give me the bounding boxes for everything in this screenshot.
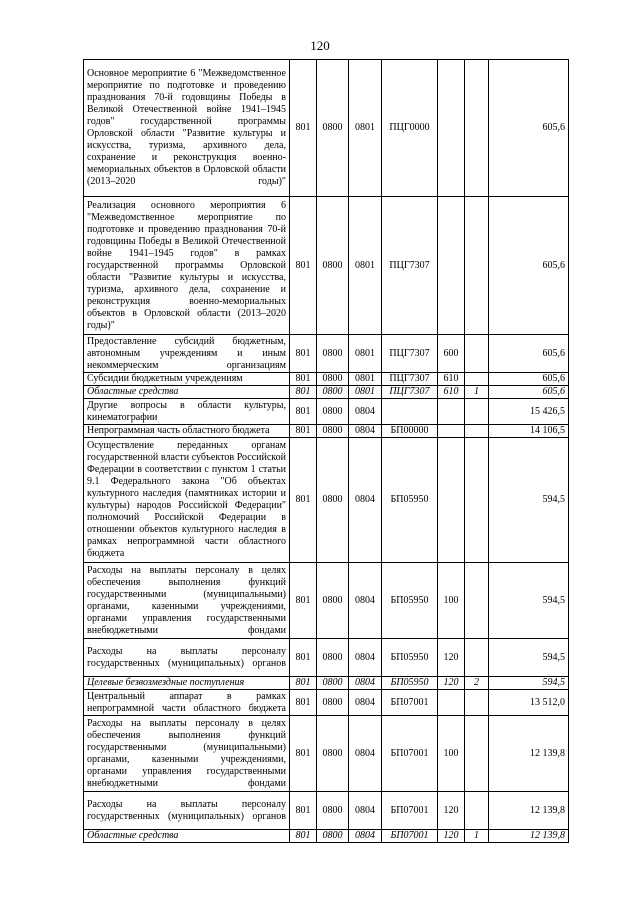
section-code: 0800 <box>317 563 349 639</box>
target-article-code: БП05950 <box>382 677 438 690</box>
row-name: Расходы на выплаты персоналу государственных (муниципальных) органов <box>84 792 290 830</box>
row-name: Субсидии бюджетным учреждениям <box>84 373 290 386</box>
section-code: 0800 <box>317 425 349 438</box>
row-name: Основное мероприятие 6 "Межведомственное мероприятие по подготовке и проведению празднования 70-й годовщины Победы в Великой Отечественной войне 1941–1945 годов" государственной программы Орловской области "Развитие культуры и искусства, туризма, архивного дела, сохранение и реконструкция военно-мемориальных объектов в Орловской области (2013–2020 годы)" <box>84 60 290 197</box>
target-article-code: ПЦГ7307 <box>382 197 438 335</box>
amount: 14 106,5 <box>489 425 569 438</box>
row-name: Областные средства <box>84 830 290 843</box>
amount: 605,6 <box>489 60 569 197</box>
subsection-code: 0804 <box>349 716 382 792</box>
grbs-code: 801 <box>290 425 317 438</box>
funding-source-code: 2 <box>465 677 489 690</box>
subsection-code: 0801 <box>349 60 382 197</box>
target-article-code: ПЦГ7307 <box>382 373 438 386</box>
expense-type-code <box>438 690 465 716</box>
section-code: 0800 <box>317 792 349 830</box>
funding-source-code <box>465 197 489 335</box>
funding-source-code <box>465 60 489 197</box>
target-article-code: БП07001 <box>382 792 438 830</box>
subsection-code: 0801 <box>349 373 382 386</box>
target-article-code: ПЦГ7307 <box>382 335 438 373</box>
funding-source-code <box>465 690 489 716</box>
section-code: 0800 <box>317 373 349 386</box>
amount: 12 139,8 <box>489 830 569 843</box>
subsection-code: 0804 <box>349 425 382 438</box>
section-code: 0800 <box>317 197 349 335</box>
row-name: Осуществление переданных органам государственной власти субъектов Российской Федерации в соответствии с пунктом 1 статьи 9.1 Федерального закона "Об объектах культурного наследия (памятниках истории и культуры) народов Российской Федерации" полномочий Российской Федерации в отношении объектов культурного наследия в рамках непрограммной части областного бюджета <box>84 438 290 563</box>
amount: 594,5 <box>489 639 569 677</box>
table-row <box>84 373 569 386</box>
expense-type-code: 610 <box>438 386 465 399</box>
row-name: Областные средства <box>84 386 290 399</box>
subsection-code: 0804 <box>349 792 382 830</box>
expense-type-code: 100 <box>438 716 465 792</box>
section-code: 0800 <box>317 60 349 197</box>
row-name: Расходы на выплаты персоналу государственных (муниципальных) органов <box>84 639 290 677</box>
target-article-code: БП07001 <box>382 690 438 716</box>
table-row <box>84 438 569 563</box>
grbs-code: 801 <box>290 690 317 716</box>
amount: 605,6 <box>489 197 569 335</box>
grbs-code: 801 <box>290 373 317 386</box>
subsection-code: 0804 <box>349 639 382 677</box>
row-name: Расходы на выплаты персоналу в целях обеспечения выполнения функций государственными (муниципальными) органами, казенными учреждениями, органами управления государственными внебюджетными фондами <box>84 716 290 792</box>
section-code: 0800 <box>317 830 349 843</box>
funding-source-code <box>465 438 489 563</box>
section-code: 0800 <box>317 386 349 399</box>
expense-type-code: 120 <box>438 830 465 843</box>
target-article-code: ПЦГ7307 <box>382 386 438 399</box>
amount: 594,5 <box>489 438 569 563</box>
grbs-code: 801 <box>290 399 317 425</box>
grbs-code: 801 <box>290 335 317 373</box>
row-name: Предоставление субсидий бюджетным, автономным учреждениям и иным некоммерческим организациям <box>84 335 290 373</box>
grbs-code: 801 <box>290 563 317 639</box>
table-row <box>84 639 569 677</box>
funding-source-code <box>465 716 489 792</box>
grbs-code: 801 <box>290 677 317 690</box>
expense-type-code: 600 <box>438 335 465 373</box>
section-code: 0800 <box>317 716 349 792</box>
subsection-code: 0804 <box>349 399 382 425</box>
table-row <box>84 386 569 399</box>
table-row <box>84 690 569 716</box>
amount: 594,5 <box>489 677 569 690</box>
amount: 605,6 <box>489 386 569 399</box>
amount: 12 139,8 <box>489 792 569 830</box>
row-name: Реализация основного мероприятия 6 "Межведомственное мероприятие по подготовке и проведению празднования 70-й годовщины Победы в Великой Отечественной войне 1941–1945 годов" в рамках государственной программы Орловской области "Развитие культуры и искусства, туризма, архивного дела, сохранение и реконструкция военно-мемориальных объектов в Орловской области (2013–2020 годы)" <box>84 197 290 335</box>
section-code: 0800 <box>317 438 349 563</box>
amount: 12 139,8 <box>489 716 569 792</box>
table-row <box>84 830 569 843</box>
subsection-code: 0804 <box>349 830 382 843</box>
grbs-code: 801 <box>290 716 317 792</box>
grbs-code: 801 <box>290 438 317 563</box>
row-name: Целевые безвозмездные поступления <box>84 677 290 690</box>
row-name: Центральный аппарат в рамках непрограммной части областного бюджета <box>84 690 290 716</box>
amount: 605,6 <box>489 373 569 386</box>
subsection-code: 0801 <box>349 386 382 399</box>
subsection-code: 0801 <box>349 335 382 373</box>
grbs-code: 801 <box>290 386 317 399</box>
funding-source-code <box>465 399 489 425</box>
row-name: Расходы на выплаты персоналу в целях обеспечения выполнения функций государственными (муниципальными) органами, казенными учреждениями, органами управления государственными внебюджетными фондами <box>84 563 290 639</box>
expense-type-code: 120 <box>438 677 465 690</box>
row-name: Непрограммная часть областного бюджета <box>84 425 290 438</box>
amount: 13 512,0 <box>489 690 569 716</box>
expense-type-code: 610 <box>438 373 465 386</box>
section-code: 0800 <box>317 690 349 716</box>
expense-type-code <box>438 425 465 438</box>
subsection-code: 0804 <box>349 438 382 563</box>
page-number: 120 <box>310 38 330 53</box>
target-article-code: БП05950 <box>382 563 438 639</box>
funding-source-code <box>465 792 489 830</box>
subsection-code: 0804 <box>349 677 382 690</box>
target-article-code: ПЦГ0000 <box>382 60 438 197</box>
section-code: 0800 <box>317 399 349 425</box>
subsection-code: 0804 <box>349 690 382 716</box>
table-row <box>84 792 569 830</box>
target-article-code: БП07001 <box>382 716 438 792</box>
section-code: 0800 <box>317 335 349 373</box>
funding-source-code <box>465 373 489 386</box>
target-article-code: БП07001 <box>382 830 438 843</box>
amount: 594,5 <box>489 563 569 639</box>
table-row <box>84 563 569 639</box>
target-article-code: БП00000 <box>382 425 438 438</box>
table-row <box>84 677 569 690</box>
amount: 605,6 <box>489 335 569 373</box>
expense-type-code <box>438 197 465 335</box>
table-row <box>84 399 569 425</box>
section-code: 0800 <box>317 677 349 690</box>
table-row <box>84 60 569 197</box>
expense-type-code: 120 <box>438 792 465 830</box>
funding-source-code: 1 <box>465 830 489 843</box>
subsection-code: 0804 <box>349 563 382 639</box>
funding-source-code: 1 <box>465 386 489 399</box>
amount: 15 426,5 <box>489 399 569 425</box>
table-row <box>84 425 569 438</box>
table-row <box>84 335 569 373</box>
subsection-code: 0801 <box>349 197 382 335</box>
funding-source-code <box>465 425 489 438</box>
expense-type-code: 120 <box>438 639 465 677</box>
target-article-code: БП05950 <box>382 438 438 563</box>
expense-type-code <box>438 399 465 425</box>
grbs-code: 801 <box>290 792 317 830</box>
budget-table <box>83 59 569 843</box>
funding-source-code <box>465 335 489 373</box>
target-article-code <box>382 399 438 425</box>
expense-type-code <box>438 60 465 197</box>
expense-type-code <box>438 438 465 563</box>
grbs-code: 801 <box>290 197 317 335</box>
target-article-code: БП05950 <box>382 639 438 677</box>
grbs-code: 801 <box>290 639 317 677</box>
table-row <box>84 716 569 792</box>
funding-source-code <box>465 639 489 677</box>
row-name: Другие вопросы в области культуры, кинематографии <box>84 399 290 425</box>
grbs-code: 801 <box>290 60 317 197</box>
section-code: 0800 <box>317 639 349 677</box>
expense-type-code: 100 <box>438 563 465 639</box>
funding-source-code <box>465 563 489 639</box>
table-row <box>84 197 569 335</box>
grbs-code: 801 <box>290 830 317 843</box>
